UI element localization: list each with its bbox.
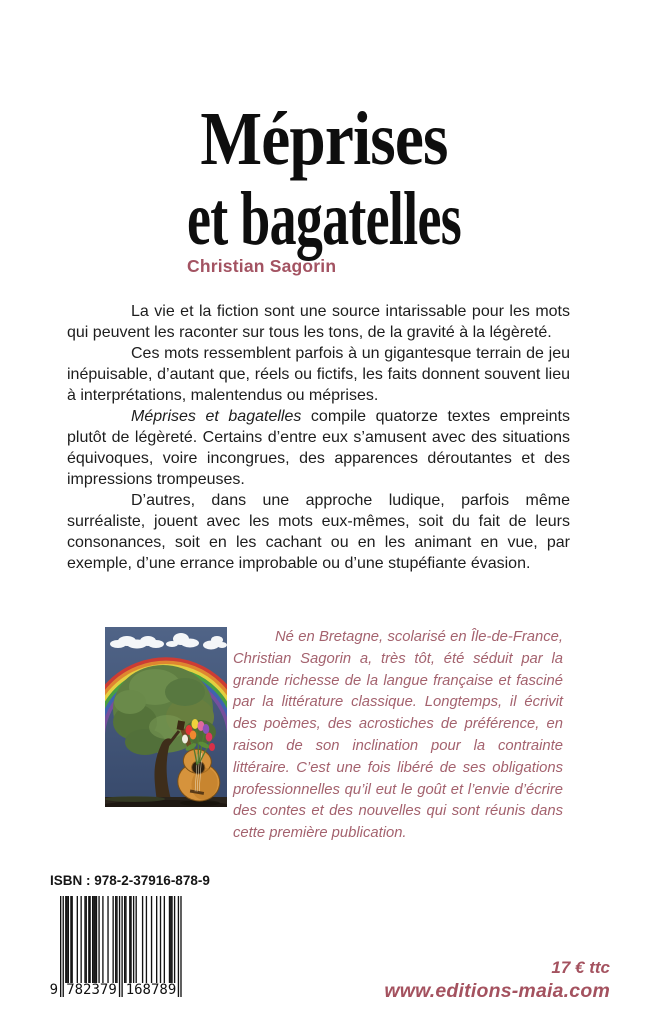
paragraph-text: La vie et la fiction sont une source intarissable pour les mots qui peuvent les raconter sur tous les tons, de la gravité à la légèreté.: [67, 303, 570, 341]
synopsis-paragraph-1: [67, 301, 570, 343]
synopsis: [67, 301, 570, 574]
barcode-digit-prefix: 9: [49, 982, 58, 998]
pricing-block: [384, 956, 610, 1004]
isbn-text: ISBN : 978-2-37916-878-9: [50, 873, 210, 888]
barcode-digits-left: 782379: [66, 982, 117, 998]
synopsis-paragraph-4: [67, 490, 570, 574]
price-text: 17 € ttc: [551, 958, 610, 977]
paragraph-text: Ces mots ressemblent parfois à un gigantesque terrain de jeu inépuisable, d’autant que, réels ou fictifs, les faits donnent souvent lieu à interprétations, malentendus ou méprises.: [67, 345, 570, 404]
barcode: [47, 896, 183, 1000]
cover-illustration: [105, 627, 227, 807]
book-title-line1: Méprises: [200, 97, 448, 181]
synopsis-paragraph-2: [67, 343, 570, 406]
author-bio-text: Né en Bretagne, scolarisé en Île-de-France, Christian Sagorin a, très tôt, été séduit par la grande richesse de la langue française et fasciné par la littérature classique. Longtemps, il écrivit des poèmes, des acrostiches de préférence, en raison de son inclination pour la contrainte littéraire. C’est une fois libéré de ses obligations professionnelles qu’il eut le goût et l’envie d’écrire des contes et des nouvelles qui sont réunis dans cette première publication.: [233, 629, 563, 842]
paragraph-text: D’autres, dans une approche ludique, parfois même surréaliste, jouent avec les mots eux-mêmes, soit du fait de leurs consonances, soit en les cachant ou en les animant en vue, par exemple, d’une errance improbable ou d’une stupéfiante évasion.: [67, 492, 570, 572]
author-name: Christian Sagorin: [187, 256, 337, 276]
paragraph-text: compile quatorze textes empreints plutôt de légèreté. Certains d’entre eux s’amusent avec des situations équivoques, voire incongrues, des apparences déroutantes et des impressions trompeuses.: [67, 408, 570, 488]
title-block: [0, 99, 648, 259]
publisher-website: www.editions-maia.com: [384, 980, 610, 1002]
synopsis-paragraph-3: [67, 406, 570, 490]
book-title-line2: et bagatelles: [187, 177, 461, 261]
barcode-digits-right: 168789: [125, 982, 177, 998]
paragraph-italic-lead: Méprises et bagatelles: [131, 408, 302, 425]
author-bio-section: [105, 627, 565, 842]
